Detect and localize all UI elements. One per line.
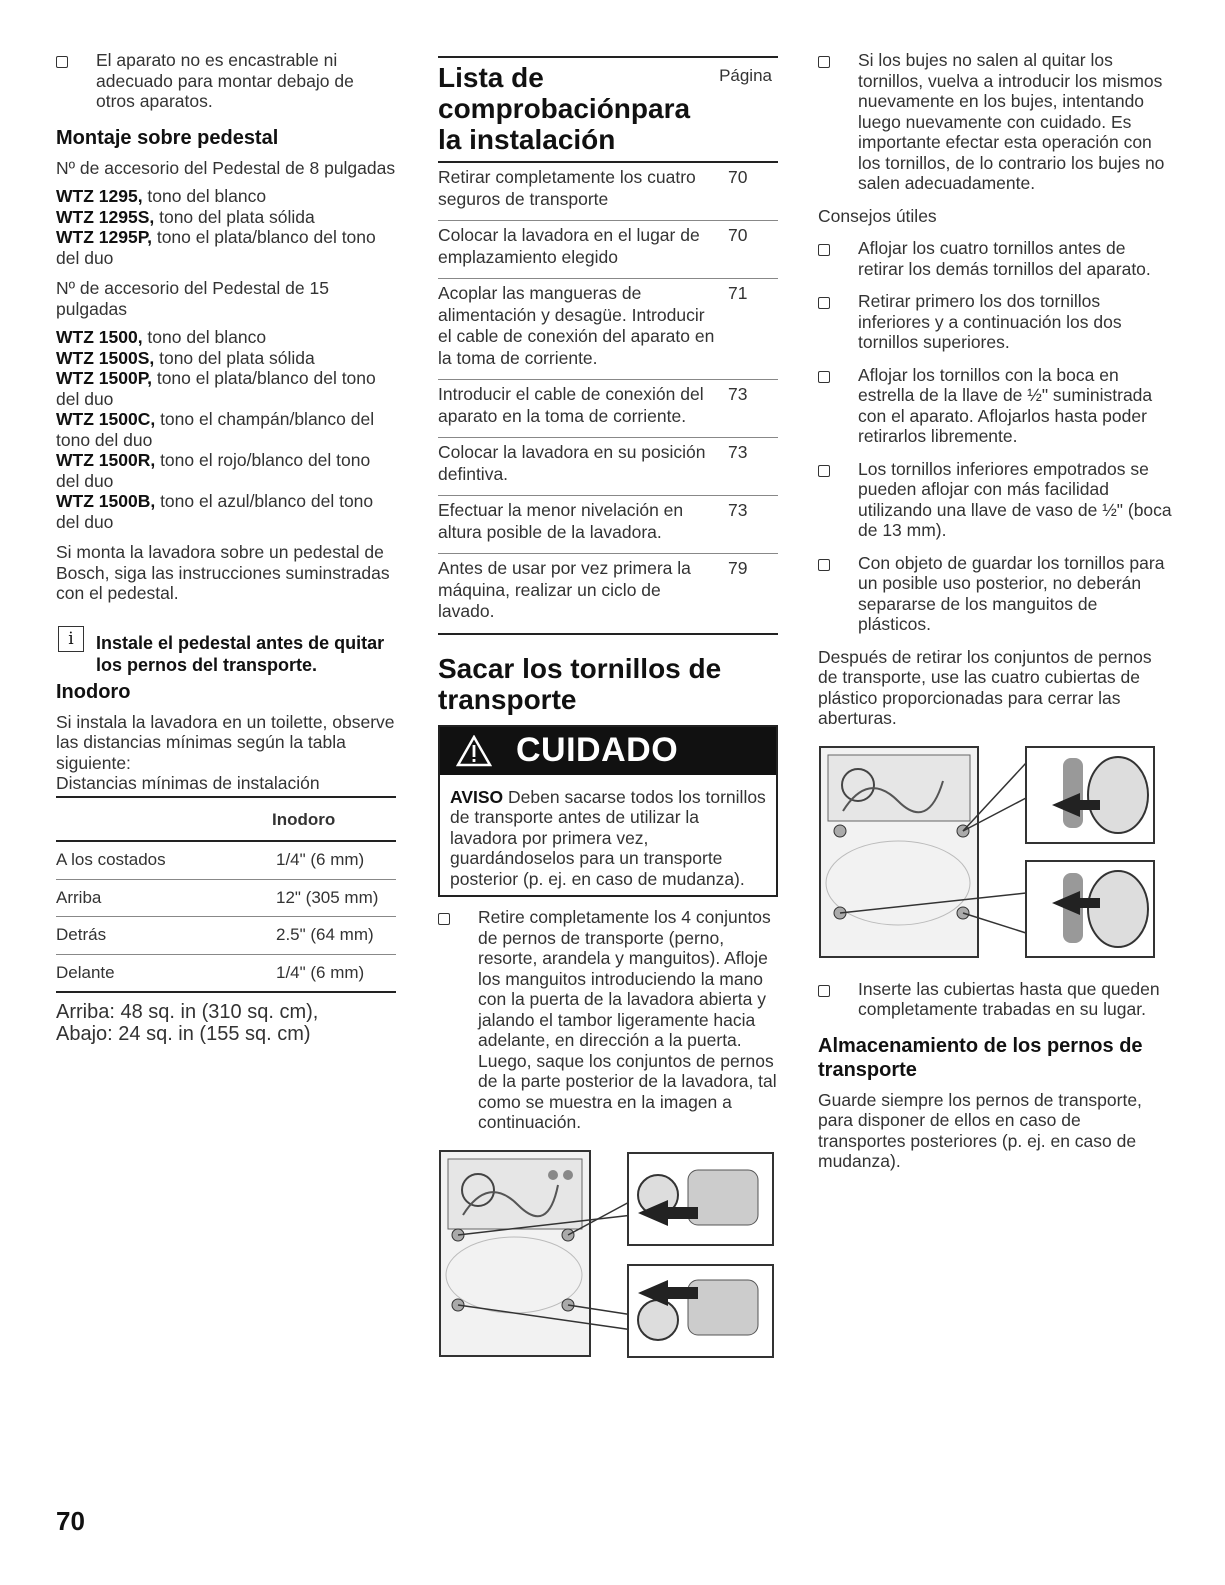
checklist-item xyxy=(438,220,778,278)
covers-illustration xyxy=(818,743,1158,961)
column-left xyxy=(56,50,396,1045)
checklist-item xyxy=(438,437,778,495)
checklist-item-text: Colocar la lavadora en su posición defintiva. xyxy=(438,442,706,484)
vent-info xyxy=(56,1001,396,1045)
checklist-item xyxy=(438,553,778,633)
tip-item xyxy=(818,365,1173,447)
checkbox-square-icon xyxy=(818,371,830,383)
distances-table xyxy=(56,804,396,994)
checklist-item-page: 73 xyxy=(728,500,748,520)
caution-body xyxy=(440,775,776,896)
checkbox-square-icon xyxy=(818,56,830,68)
model-code: WTZ 1295S, xyxy=(56,206,155,227)
model-desc: tono del plata sólida xyxy=(154,347,315,368)
model-entry xyxy=(56,450,396,491)
table-cell-value: 12" (305 mm) xyxy=(226,879,396,917)
bullet-not-builtin xyxy=(56,50,396,112)
checklist-item-text: Introducir el cable de conexión del aparato en la toma de corriente. xyxy=(438,384,704,426)
model-entry xyxy=(56,368,396,409)
tips-label: Consejos útiles xyxy=(818,205,937,226)
column-middle xyxy=(438,56,778,1360)
bullet-text: Retire completamente los 4 conjuntos de pernos de transporte (perno, resorte, arandela y manguitos). Afloje los manguitos introduciendo la mano con la puerta de la lavadora abierta y jalando el tambor ligeramente hacia adelante, en dirección a la puerta. Luego, saque los conjuntos de pernos de la parte posterior de la lavadora, tal como se muestra en la imagen a continuación. xyxy=(478,907,777,1132)
aviso-text: Deben sacarse todos los tornillos de transporte antes de utilizar la lavadora por primera vez, guardándoselos para un transporte posterior (p. ej. en caso de mudanza). xyxy=(450,786,766,889)
bullet-insert-covers xyxy=(818,979,1173,1020)
checklist-item-text: Efectuar la menor nivelación en altura posible de la lavadora. xyxy=(438,500,684,542)
checkbox-square-icon xyxy=(818,465,830,477)
table-caption: Distancias mínimas de instalación xyxy=(56,773,396,798)
checklist-item-page: 73 xyxy=(728,384,748,404)
warning-triangle-icon xyxy=(456,735,492,767)
info-note xyxy=(56,628,396,676)
model-code: WTZ 1500S, xyxy=(56,347,155,368)
storage-heading: Almacenamiento de los pernos de transporte xyxy=(818,1034,1143,1081)
caution-box xyxy=(438,725,778,898)
tip-text: Los tornillos inferiores empotrados se pueden aflojar con más facilidad utilizando una llave de vaso de ½" (boca de 13 mm). xyxy=(858,458,1172,540)
table-row xyxy=(56,917,396,955)
pedestal-heading: Montaje sobre pedestal xyxy=(56,126,279,149)
model-code: WTZ 1295, xyxy=(56,186,143,206)
tip-text: Con objeto de guardar los tornillos para un posible uso posterior, no deberán separarse de los manguitos de plásticos. xyxy=(858,552,1165,634)
checkbox-square-icon xyxy=(56,56,68,68)
checkbox-square-icon xyxy=(818,559,830,571)
tip-item xyxy=(818,238,1173,279)
checklist-item-page: 70 xyxy=(728,225,748,245)
model-entry xyxy=(56,227,396,268)
model-entry xyxy=(56,409,396,450)
checklist xyxy=(438,161,778,633)
bullet-text: Si los bujes no salen al quitar los tornillos, vuelva a introducir los mismos nuevamente en los bujes, intentando luego nuevamente con cuidado. Es importante efectar esta operación con los tornillos, de lo contrario los bujes no salen adecuadamente. xyxy=(858,50,1165,193)
caution-label: CUIDADO xyxy=(516,731,679,770)
checklist-item-page: 71 xyxy=(728,283,748,303)
checkbox-square-icon xyxy=(438,913,450,925)
tip-text: Aflojar los cuatro tornillos antes de retirar los demás tornillos del aparato. xyxy=(858,238,1151,279)
table-row xyxy=(56,954,396,992)
checkbox-square-icon xyxy=(818,297,830,309)
model-code: WTZ 1500B, xyxy=(56,491,156,511)
table-cell-value: 2.5" (64 mm) xyxy=(226,917,396,955)
tip-item xyxy=(818,291,1173,353)
accessory-8-label: Nº de accesorio del Pedestal de 8 pulgadas xyxy=(56,157,396,178)
screws-heading: Sacar los tornillos de transporte xyxy=(438,652,722,715)
models-8-list xyxy=(56,186,396,268)
model-code: WTZ 1500C, xyxy=(56,409,156,429)
model-entry xyxy=(56,207,396,228)
model-entry xyxy=(56,327,396,348)
bullet-text: Inserte las cubiertas hasta que queden completamente trabadas en su lugar. xyxy=(858,978,1160,1019)
checklist-end-rule xyxy=(438,633,778,635)
model-code: WTZ 1500, xyxy=(56,327,143,347)
checklist-header xyxy=(438,56,778,155)
checklist-item xyxy=(438,379,778,437)
checklist-item xyxy=(438,278,778,379)
checklist-item-text: Antes de usar por vez primera la máquina, realizar un ciclo de lavado. xyxy=(438,558,691,621)
model-code: WTZ 1500R, xyxy=(56,450,156,470)
model-code: WTZ 1500P, xyxy=(56,368,152,388)
checklist-item-text: Retirar completamente los cuatro seguros de transporte xyxy=(438,167,696,209)
vent-top: Arriba: 48 sq. in (310 sq. cm), xyxy=(56,1001,319,1023)
model-desc: tono el azul/blanco del tono del duo xyxy=(56,491,374,532)
tip-text: Aflojar los tornillos con la boca en estrella de la llave de ½" suministrada con el aparato. Aflojarlos hasta poder retirarlos libremente. xyxy=(858,364,1153,446)
table-header-blank xyxy=(56,804,226,842)
model-code: WTZ 1295P, xyxy=(56,227,152,247)
model-desc: tono del blanco xyxy=(142,186,267,206)
model-desc: tono el plata/blanco del tono del duo xyxy=(56,368,376,409)
pagina-label: Página xyxy=(719,66,772,85)
tip-text: Retirar primero los dos tornillos inferiores y a continuación los dos tornillos superiores. xyxy=(858,291,1122,352)
column-right xyxy=(818,50,1173,1180)
model-entry xyxy=(56,348,396,369)
table-cell-label: Delante xyxy=(56,954,226,992)
model-desc: tono del plata sólida xyxy=(154,206,315,227)
tip-item xyxy=(818,553,1173,635)
storage-text: Guarde siempre los pernos de transporte, para disponer de ellos en caso de transportes posteriores (p. ej. en caso de mudanza). xyxy=(818,1089,1142,1171)
caution-header xyxy=(440,727,776,775)
covers-text: Después de retirar los conjuntos de pernos de transporte, use las cuatro cubiertas de plástico proporcionadas para cerrar las aberturas. xyxy=(818,646,1152,728)
checklist-item-page: 73 xyxy=(728,442,748,462)
checklist-item-text: Acoplar las mangueras de alimentación y desagüe. Introducir el cable de conexión del aparato en la toma de corriente. xyxy=(438,283,715,368)
checklist-item-page: 70 xyxy=(728,167,748,187)
tip-item xyxy=(818,459,1173,541)
checklist-title: Lista de comprobaciónpara la instalación xyxy=(438,62,691,155)
accessory-15-label: Nº de accesorio del Pedestal de 15 pulgadas xyxy=(56,278,329,319)
model-desc: tono el plata/blanco del tono del duo xyxy=(56,227,376,268)
table-header-inodoro: Inodoro xyxy=(226,804,396,842)
table-cell-label: Detrás xyxy=(56,917,226,955)
checklist-item-text: Colocar la lavadora en el lugar de emplazamiento elegido xyxy=(438,225,700,267)
info-note-text: Instale el pedestal antes de quitar los pernos del transporte. xyxy=(96,632,385,675)
checklist-item xyxy=(438,495,778,553)
table-row xyxy=(56,841,396,879)
model-desc: tono del blanco xyxy=(142,327,267,347)
checklist-item-page: 79 xyxy=(728,558,748,578)
table-row xyxy=(56,879,396,917)
table-cell-label: A los costados xyxy=(56,841,226,879)
model-entry xyxy=(56,186,396,207)
table-cell-label: Arriba xyxy=(56,879,226,917)
checkbox-square-icon xyxy=(818,244,830,256)
model-desc: tono el champán/blanco del tono del duo xyxy=(56,409,375,450)
pedestal-note: Si monta la lavadora sobre un pedestal de Bosch, siga las instrucciones suminstradas con el pedestal. xyxy=(56,542,390,603)
tips-list xyxy=(818,238,1173,635)
bullet-text: El aparato no es encastrable ni adecuado para montar debajo de otros aparatos. xyxy=(96,50,354,111)
checkbox-square-icon xyxy=(818,985,830,997)
bullet-bushings xyxy=(818,50,1173,194)
vent-bottom: Abajo: 24 sq. in (155 sq. cm) xyxy=(56,1023,311,1045)
page-number: 70 xyxy=(56,1506,85,1536)
aviso-label: AVISO xyxy=(450,786,504,807)
info-box-icon: i xyxy=(58,626,84,652)
bullet-remove-bolts xyxy=(438,907,778,1133)
toilet-text: Si instala la lavadora en un toilette, observe las distancias mínimas según la tabla siguiente: xyxy=(56,711,395,773)
checklist-item xyxy=(438,161,778,220)
model-entry xyxy=(56,491,396,532)
washer-rear-bolts-illustration xyxy=(438,1145,778,1360)
table-cell-value: 1/4" (6 mm) xyxy=(226,841,396,879)
table-cell-value: 1/4" (6 mm) xyxy=(226,954,396,992)
models-15-list xyxy=(56,327,396,532)
model-desc: tono el rojo/blanco del tono del duo xyxy=(56,450,371,491)
toilet-heading: Inodoro xyxy=(56,680,131,703)
